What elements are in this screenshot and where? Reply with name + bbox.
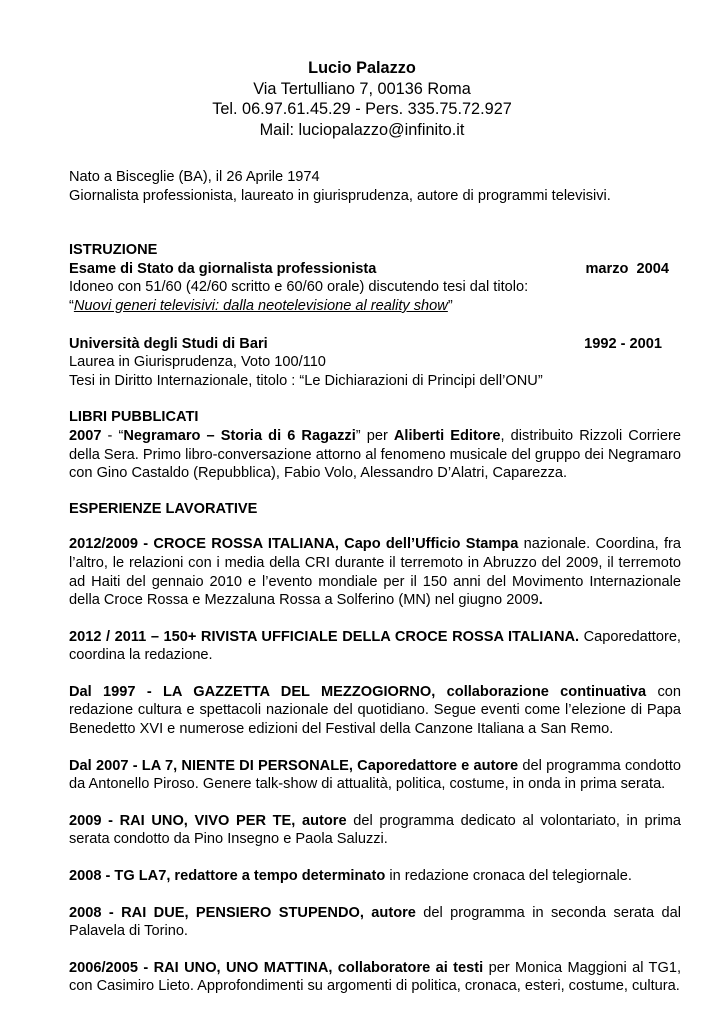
experience-title: 2008 - TG LA7, redattore a tempo determinato <box>69 868 386 885</box>
experience-description: del programma in seconda serata dal Palavela di Torino. <box>69 904 681 940</box>
cv-header <box>0 58 724 140</box>
thesis-quote-close: ” <box>447 297 453 314</box>
experience-item <box>69 959 681 996</box>
experience-tail: . <box>538 592 543 609</box>
section-heading-libri: LIBRI PUBBLICATI <box>69 409 199 426</box>
book-entry <box>69 427 681 483</box>
address: Via Tertulliano 7, 00136 Roma <box>253 79 471 98</box>
experience-description: Caporedattore, coordina la redazione. <box>69 628 681 664</box>
profession-info: Giornalista professionista, laureato in giurisprudenza, autore di programmi televisivi. <box>69 187 611 204</box>
experience-title: Dal 1997 - LA GAZZETTA DEL MEZZOGIORNO, collaborazione continuativa <box>69 683 647 700</box>
experience-description: nazionale. Coordina, fra l’altro, le relazioni con i media della CRI durante il terremoto in Abruzzo del 2009, il terremoto ad Haiti del gennaio 2010 e l’evento mondiale per il 150 anni del Movimento Internazionale della Croce Rossa e Mezzaluna Rossa a Solferino (MN) nel giugno 2009 <box>69 536 681 609</box>
education-exam-row <box>69 260 681 279</box>
thesis-quote-open: “ <box>69 297 74 314</box>
experience-item <box>69 757 681 794</box>
university-date: 1992 - 2001 <box>584 335 662 352</box>
degree-line: Laurea in Giurisprudenza, Voto 100/110 <box>69 354 326 371</box>
book-per: ” per <box>355 427 394 444</box>
exam-title: Esame di Stato da giornalista professionista <box>69 260 377 277</box>
exam-date: marzo 2004 <box>585 260 669 277</box>
experience-title: 2012/2009 - CROCE ROSSA ITALIANA, Capo dell’Ufficio Stampa <box>69 536 519 553</box>
cv-body <box>69 168 681 996</box>
experience-title: 2009 - RAI UNO, VIVO PER TE, autore <box>69 812 347 829</box>
experience-item <box>69 812 681 849</box>
book-year: 2007 <box>69 427 102 444</box>
person-name: Lucio Palazzo <box>308 59 416 77</box>
experience-item <box>69 683 681 739</box>
experience-item <box>69 535 681 609</box>
email: Mail: luciopalazzo@infinito.it <box>259 120 465 139</box>
book-description: , distribuito Rizzoli Corriere della Sera. Primo libro-conversazione attorno al fenomeno musicale del gruppo dei Negramaro con Gino Castaldo (Repubblica), Fabio Volo, Alessandro D’Alatri, Caparezza. <box>69 427 681 482</box>
exam-description: Idoneo con 51/60 (42/60 scritto e 60/60 orale) discutendo tesi dal titolo: <box>69 279 529 296</box>
experience-item <box>69 867 681 886</box>
section-heading-esperienze: ESPERIENZE LAVORATIVE <box>69 500 258 517</box>
section-heading-istruzione: ISTRUZIONE <box>69 242 158 259</box>
experience-description: in redazione cronaca del telegiornale. <box>385 868 632 885</box>
experience-description: del programma dedicato al volontariato, in prima serata condotto da Pino Insegno e Paola Saluzzi. <box>69 812 681 848</box>
education-university-row <box>69 335 681 354</box>
experience-item <box>69 904 681 941</box>
degree-thesis-line: Tesi in Diritto Internazionale, titolo : “Le Dichiarazioni di Principi dell’ONU” <box>69 372 543 389</box>
book-title: Negramaro – Storia di 6 Ragazzi <box>123 427 356 444</box>
university-title: Università degli Studi di Bari <box>69 335 268 352</box>
experience-title: 2006/2005 - RAI UNO, UNO MATTINA, collaboratore ai testi <box>69 959 484 976</box>
experience-description: con redazione cultura e spettacoli nazionale del quotidiano. Segue eventi come l’elezione di Papa Benedetto XVI e numerose edizioni del Festival della Canzone Italiana a San Remo. <box>69 683 681 738</box>
experience-item <box>69 628 681 665</box>
experience-title: Dal 2007 - LA 7, NIENTE DI PERSONALE, Caporedattore e autore <box>69 757 519 774</box>
experience-description: per Monica Maggioni al TG1, con Casimiro Lieto. Approfondimenti su argomenti di politica, cronaca, esteri, costume, cultura. <box>69 959 681 995</box>
thesis-title: Nuovi generi televisivi: dalla neotelevisione al reality show <box>73 297 448 314</box>
experience-description: del programma condotto da Antonello Piroso. Genere talk-show di attualità, politica, costume, in onda in prima serata. <box>69 757 681 793</box>
book-publisher: Aliberti Editore <box>393 427 501 444</box>
experience-title: 2008 - RAI DUE, PENSIERO STUPENDO, autore <box>69 904 416 921</box>
book-sep: - “ <box>101 427 124 444</box>
birth-info: Nato a Bisceglie (BA), il 26 Aprile 1974 <box>69 169 320 185</box>
thesis-line <box>69 297 681 316</box>
phone: Tel. 06.97.61.45.29 - Pers. 335.75.72.927 <box>212 100 512 118</box>
experience-title: 2012 / 2011 – 150+ RIVISTA UFFICIALE DELLA CROCE ROSSA ITALIANA. <box>69 628 580 645</box>
